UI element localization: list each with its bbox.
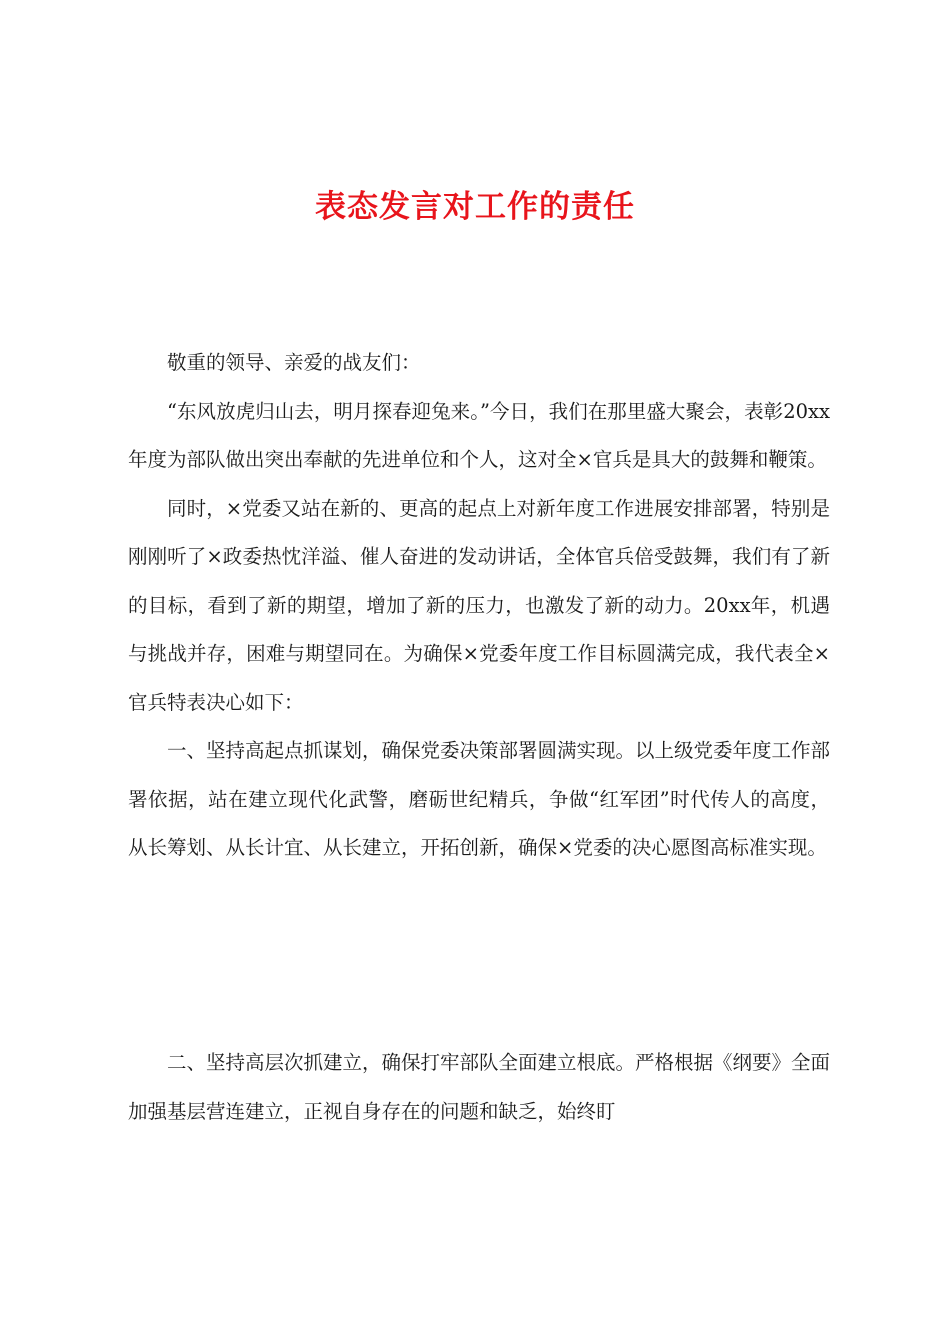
body-block-bottom <box>128 1039 830 1136</box>
paragraph-point-one: 一、坚持高起点抓谋划，确保党委决策部署圆满实现。以上级党委年度工作部署依据，站在建立现代化武警，磨砺世纪精兵，争做“红军团”时代传人的高度，从长筹划、从长计宜、从长建立，开拓创新，确保×党委的决心愿图高标准实现。 <box>128 739 831 859</box>
paragraph-opening: “东风放虎归山去，明月探春迎兔来。”今日，我们在那里盛大聚会，表彰20xx年度为部队做出突出奉献的先进单位和个人，这对全×官兵是具大的鼓舞和鞭策。 <box>128 399 830 471</box>
paragraph-point-two: 二、坚持高层次抓建立，确保打牢部队全面建立根底。严格根据《纲要》全面加强基层营连建立，正视自身存在的问题和缺乏，始终盯 <box>128 1051 831 1123</box>
paragraph-context: 同时，×党委又站在新的、更高的起点上对新年度工作进展安排部署，特别是刚刚听了×政委热忱洋溢、催人奋进的发动讲话，全体官兵倍受鼓舞，我们有了新的目标，看到了新的期望，增加了新的压力，也激发了新的动力。20xx年，机遇与挑战并存，困难与期望同在。为确保×党委年度工作目标圆满完成，我代表全×官兵特表决心如下： <box>128 496 830 714</box>
salutation: 敬重的领导、亲爱的战友们： <box>167 351 421 374</box>
document-title: 表态发言对工作的责任 <box>315 189 635 225</box>
body-block-top <box>128 339 830 873</box>
